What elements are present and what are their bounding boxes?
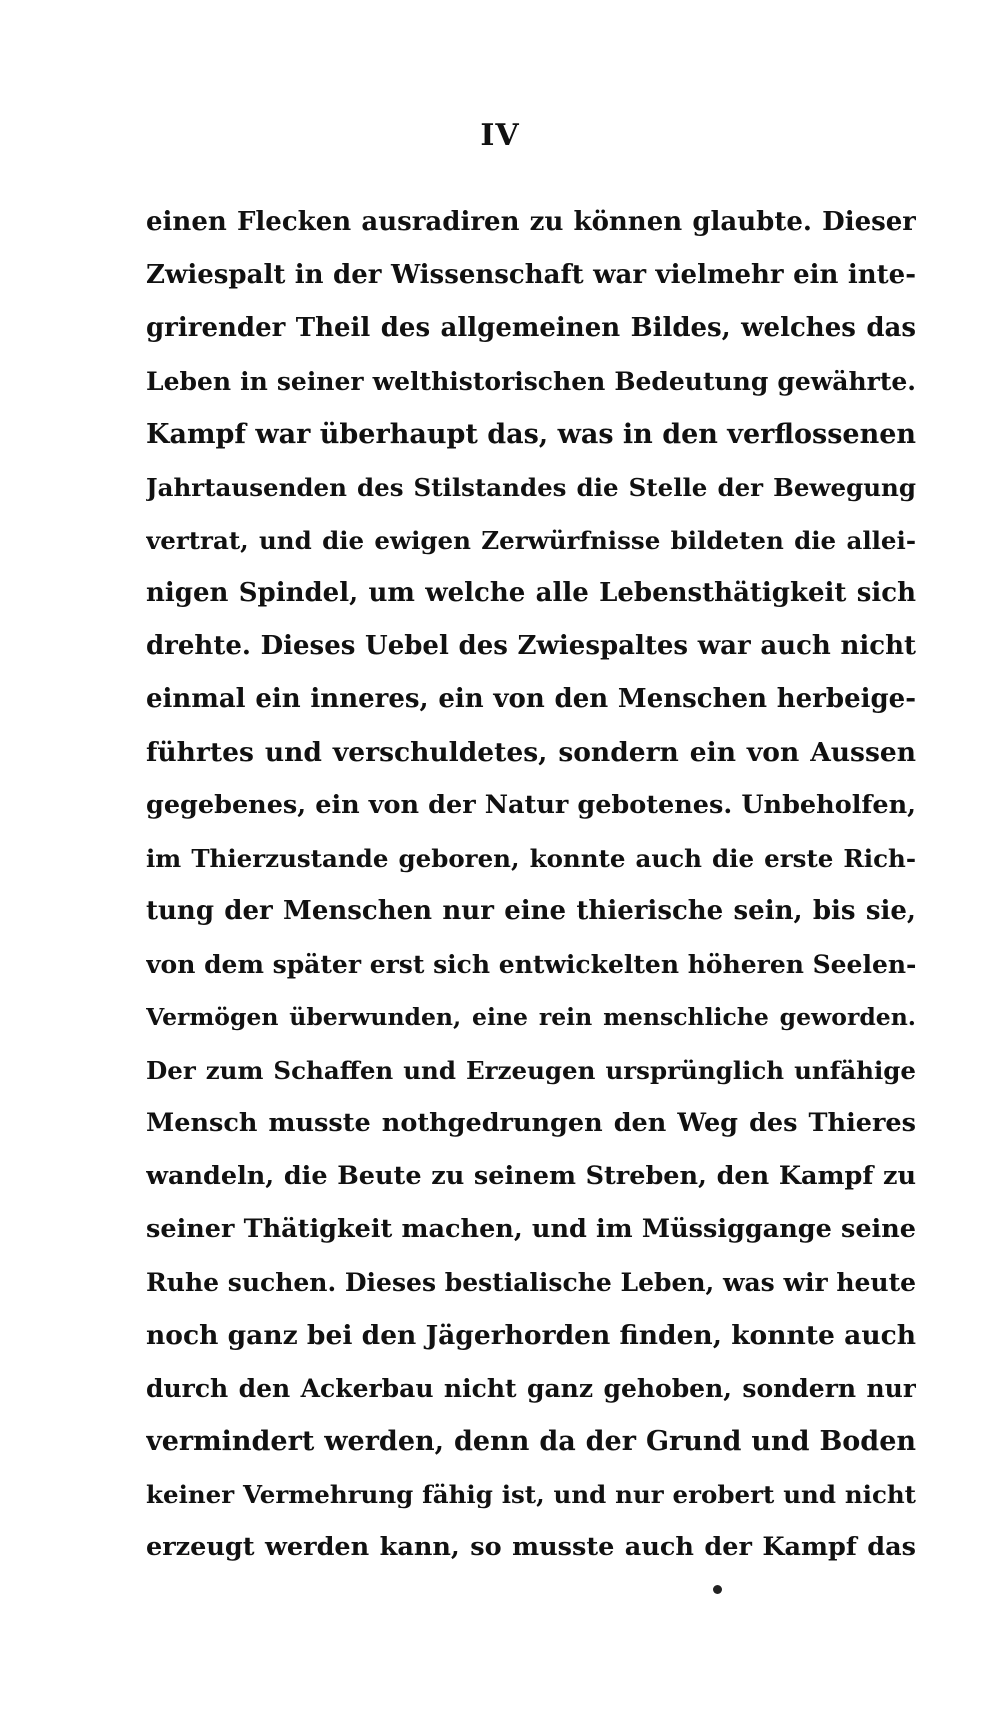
text-line: Zwiespalt in der Wissenschaft war vielmehr ein inte- <box>146 260 916 290</box>
print-mark <box>713 1585 722 1594</box>
page-number: IV <box>480 118 520 153</box>
text-line: grirender Theil des allgemeinen Bildes, welches das <box>146 313 916 343</box>
text-line: vermindert werden, denn da der Grund und Boden <box>146 1426 916 1457</box>
text-line: von dem später erst sich entwickelten höheren Seelen- <box>146 950 916 979</box>
text-line: Leben in seiner welthistorischen Bedeutung gewährte. <box>146 367 916 396</box>
text-line: nigen Spindel, um welche alle Lebensthätigkeit sich <box>146 578 916 608</box>
text-line: tung der Menschen nur eine thierische sein, bis sie, <box>146 896 916 926</box>
text-line: einmal ein inneres, ein von den Menschen herbeige- <box>146 684 916 714</box>
text-line: einen Flecken ausradiren zu können glaubte. Dieser <box>146 207 916 237</box>
text-line: seiner Thätigkeit machen, und im Müssiggange seine <box>146 1214 916 1244</box>
text-line: Mensch musste nothgedrungen den Weg des Thieres <box>146 1108 916 1138</box>
text-line: gegebenes, ein von der Natur gebotenes. Unbeholfen, <box>146 790 916 820</box>
text-line: Kampf war überhaupt das, was in den verflossenen <box>146 419 916 450</box>
text-line: noch ganz bei den Jägerhorden finden, konnte auch <box>146 1320 916 1351</box>
text-line: durch den Ackerbau nicht ganz gehoben, sondern nur <box>146 1374 916 1403</box>
body-text <box>146 196 916 1574</box>
text-line: wandeln, die Beute zu seinem Streben, den Kampf zu <box>146 1161 916 1191</box>
text-line: Jahrtausenden des Stilstandes die Stelle der Bewegung <box>146 473 916 502</box>
text-line: im Thierzustande geboren, konnte auch die erste Rich- <box>146 844 916 873</box>
text-line: erzeugt werden kann, so musste auch der Kampf das <box>146 1532 916 1562</box>
text-line: Vermögen überwunden, eine rein menschliche geworden. <box>146 1003 916 1031</box>
text-line: drehte. Dieses Uebel des Zwiespaltes war auch nicht <box>146 631 916 661</box>
text-line: Der zum Schaffen und Erzeugen ursprünglich unfähige <box>146 1056 916 1085</box>
text-line: führtes und verschuldetes, sondern ein von Aussen <box>146 737 916 768</box>
text-line: vertrat, und die ewigen Zerwürfnisse bildeten die allei- <box>146 526 916 555</box>
text-line: Ruhe suchen. Dieses bestialische Leben, was wir heute <box>146 1268 916 1297</box>
text-line: keiner Vermehrung fähig ist, und nur erobert und nicht <box>146 1480 916 1509</box>
